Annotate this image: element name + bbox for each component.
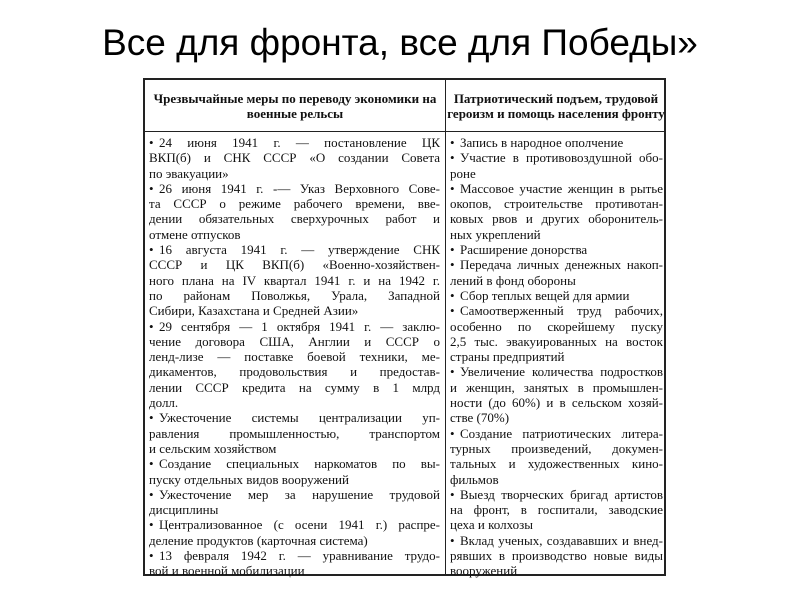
list-item-line: • 26 июня 1941 г. -— Указ Верховного Сове- — [159, 180, 440, 196]
list-item — [450, 288, 663, 303]
list-item-line: на фронт, в госпитали, заводские — [450, 502, 663, 518]
list-item-line: рявших в производство новые виды — [450, 548, 663, 564]
list-item-line: равления промышленностью, транспортом — [149, 425, 440, 441]
list-item — [149, 456, 440, 487]
list-item — [450, 181, 663, 242]
list-item-line: • Передача личных денежных накоп- — [460, 257, 663, 273]
list-item-line: • Ужесточение мер за нарушение трудовой — [159, 486, 440, 502]
list-item-line: дикаментов, продовольствия и предостав- — [149, 364, 440, 380]
list-item-line: • 24 июня 1941 г. — постановление ЦК — [159, 135, 440, 150]
list-item — [149, 242, 440, 318]
list-item — [149, 487, 440, 518]
list-item-line: лении СССР кредита на сумму в 1 млрд — [149, 379, 440, 395]
list-item-line: особенно по скорейшему пуску — [450, 318, 663, 334]
list-item-line: окопов, строительстве противотан- — [450, 196, 663, 212]
list-item-line: деление продуктов (карточная система) — [149, 532, 368, 548]
list-item-line: долл. — [149, 395, 179, 411]
list-item-line: вой и военной мобилизации — [149, 563, 305, 579]
list-item-line: дисциплины — [149, 502, 219, 518]
list-item-line: • 29 сентября — 1 октября 1941 г. — заклю- — [159, 318, 440, 334]
list-item — [450, 242, 663, 257]
list-item-line: • Расширение донорства — [460, 242, 588, 258]
list-item — [450, 150, 663, 181]
list-item — [149, 319, 440, 411]
list-item — [450, 426, 663, 487]
list-item-line: и женщин, занятых в промышлен- — [450, 379, 663, 395]
list-item-line: тальных и художественных кино- — [450, 456, 663, 472]
list-item — [450, 364, 663, 425]
list-item — [450, 533, 663, 579]
comparison-table — [143, 78, 666, 579]
list-item-line: • Выезд творческих бригад артистов — [460, 486, 663, 502]
list-item-line: • Создание специальных наркоматов по вы- — [159, 456, 440, 472]
list-item — [149, 181, 440, 242]
list-item-line: • Ужесточение системы централизации уп- — [159, 410, 440, 426]
list-item — [149, 548, 440, 579]
column-left — [145, 132, 446, 579]
list-item-line: • Вклад ученых, создававших и внед- — [460, 532, 663, 548]
list-item-line: по районам Поволжья, Урала, Западной — [149, 287, 440, 303]
list-item-line: • Массовое участие женщин в рытье — [460, 180, 663, 196]
list-item-line: ковых рвов и других оборонитель- — [450, 211, 663, 227]
list-item — [450, 487, 663, 533]
list-item-line: по эвакуации» — [149, 165, 229, 181]
list-item-line: и сельским хозяйством — [149, 440, 277, 456]
list-item-line: страны предприятий — [450, 349, 565, 365]
list-item-line: СССР и ЦК ВКП(б) «Военно-хозяйствен- — [149, 257, 440, 273]
list-item-line: • Увеличение количества подростков — [460, 364, 663, 380]
list-item-line: ленд-лизе — поставке боевой техники, ме- — [149, 349, 440, 365]
list-item-line: ных укреплений — [450, 226, 541, 242]
list-item — [149, 135, 440, 181]
list-item-line: • Участие в противовоздушной обо- — [460, 150, 663, 166]
header-right: Патриотический подъем, трудовой героизм и помощь населения фронту — [446, 80, 666, 132]
list-item-line: лений в фонд обороны — [450, 272, 576, 288]
list-item-line: турных произведений, докумен- — [450, 440, 663, 456]
list-item-line: • Создание патриотических литера- — [460, 425, 663, 441]
list-item-line: • Запись в народное ополчение — [460, 135, 624, 150]
list-item — [450, 257, 663, 288]
list-item-line: та СССР о режиме рабочего времени, вве- — [149, 196, 440, 212]
list-item-line: ВКП(б) и СНК СССР «О создании Совета — [149, 150, 440, 166]
list-item-line: дении обязательных сверхурочных работ и — [149, 211, 440, 227]
list-item-line: отмене отпусков — [149, 226, 241, 242]
list-item-line: чение договора США, Англии и СССР о — [149, 333, 440, 349]
list-item-line: • Самоотверженный труд рабочих, — [460, 303, 663, 319]
list-item — [450, 135, 663, 150]
list-item-line: ного плана на IV квартал 1941 г. и на 1942 г. — [149, 272, 440, 288]
list-item-line: цеха и колхозы — [450, 517, 533, 533]
list-item-line: • 13 февраля 1942 г. — уравнивание трудо- — [159, 548, 440, 564]
list-item-line: вооружений — [450, 563, 518, 579]
list-item-line: • Сбор теплых вещей для армии — [460, 287, 630, 303]
list-item-line: 2,5 тыс. эвакуированных на восток — [450, 333, 663, 349]
slide-title: Все для фронта, все для Победы» — [102, 22, 698, 63]
list-item-line: пуску отдельных видов вооружений — [149, 471, 349, 487]
list-item-line: стве (70%) — [450, 410, 510, 426]
list-item-line: фильмов — [450, 471, 499, 487]
header-left: Чрезвычайные меры по переводу экономики на военные рельсы — [145, 80, 446, 132]
list-item — [149, 517, 440, 548]
list-item-line: • 16 августа 1941 г. — утверждение СНК — [159, 242, 440, 258]
list-item — [149, 410, 440, 456]
list-item-line: роне — [450, 165, 476, 181]
list-item — [450, 303, 663, 364]
list-item-line: • Централизованное (с осени 1941 г.) распре- — [159, 517, 440, 533]
column-right — [446, 132, 666, 579]
list-item-line: ности (до 60%) и в сельском хозяй- — [450, 395, 663, 411]
list-item-line: Сибири, Казахстана и Средней Азии» — [149, 303, 359, 319]
